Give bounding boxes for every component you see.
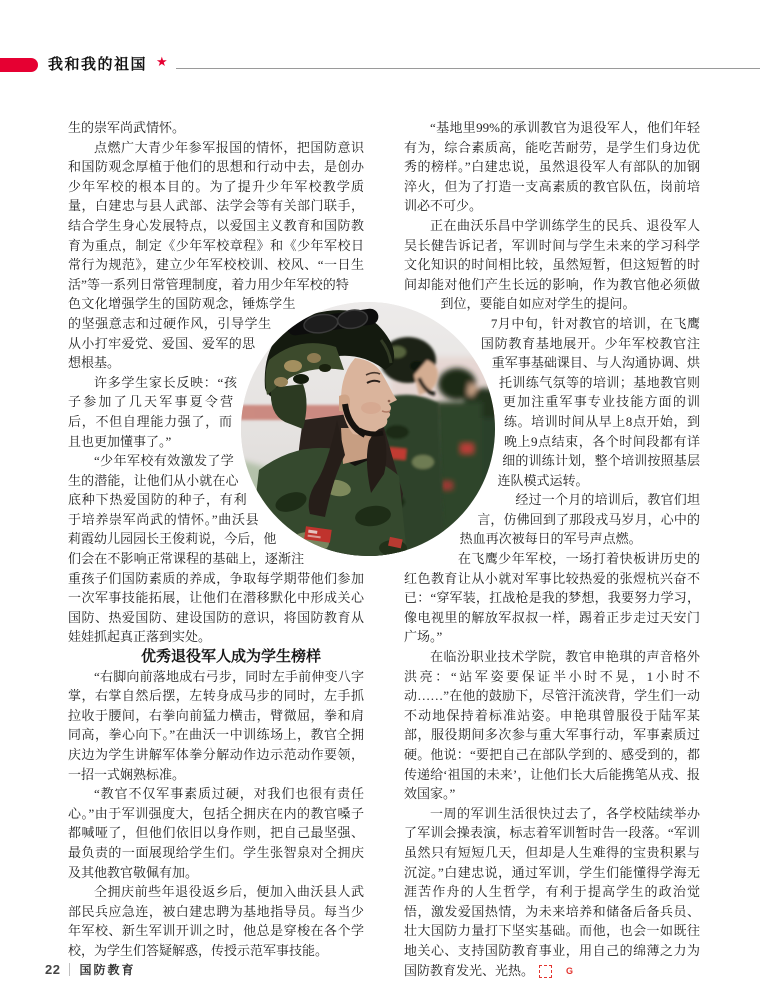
paragraph: 许多学生家长反映：“孩子参加了几天军事夏令营后，不但自理能力强了，而且也更加懂事了。” [68,374,238,449]
photo-illustration [241,302,495,556]
header-red-bar [0,58,38,72]
paragraph: “基地里99%的承训教官为退役军人，他们年轻有为，综合素质高，能吃苦耐劳，是学生们身边优秀的榜样。”白建忠说，虽然退役军人有部队的加钢淬火，但为了打造一支高素质的教官队伍，岗前培训必不可少。 [404,120,700,214]
paragraph: “右脚向前落地成右弓步，同时左手前伸变八字掌，右掌自然后摆，左转身成马步的同时，左手抓拉收于腰间，右拳向前猛力横击，臂微屈，拳和肩同高，拳心向下。”在曲沃一中训练场上，教官仝拥庆边为学生讲解军体拳分解动作边示范动作要领，一招一式娴熟标准。 [68,668,364,782]
paragraph: “教官不仅军事素质过硬，对我们也很有责任心。”由于军训强度大，包括仝拥庆在内的教官嗓子都喊哑了，但他们依旧以身作则，把自己最坚强、最负责的一面展现给学生们。学生张智泉对仝拥庆及其他教官敬佩有加。 [68,786,364,880]
paragraph: 正在曲沃乐昌中学训练学生的民兵、退役军人吴长健告诉记者，军训时间与学生未来的学习科学文化知识的时间相比较，虽然短暂，但这短暂的时间却能对他们产生长远的影响，作为教官他必须做到位，要能自如应对学生的提问。 [404,217,700,312]
paragraph: 点燃广大青少年参军报国的情怀，把国防意识和国防观念厚植于他们的思想和行动中去，是创办少年军校的根本目的。为了提升少年军校教学质量，白建忠与县人武部、法学会等有关部门联手，结合学生身心发展特点，以爱国主义教育和国防教育为重点，制定《少年军校章程》和《少年军校日常行为规范》，建立少年军校校训、校风、“一日生活”等一系列日常管理制度，着力用少年军校的特色文化增强学生的国防观念，锤炼学生的坚强意志和过硬作风，引导学生从小打牢爱党、爱国、爱军的思想根基。 [68,139,364,371]
right-column [404,118,700,980]
page-number: 22 [45,962,61,977]
paragraph: 生的崇军尚武情怀。 [68,120,186,135]
paragraph: “少年军校有效激发了学生的潜能，让他们从小就在心底种下热爱国防的种子，有利于培养崇军尚武的情怀。”曲沃县莉霞幼儿园园长王俊莉说，今后，他们会在不影响正常课程的基础上，逐渐注重孩子们国防素质的养成，争取每学期带他们参加一次军事技能拓展，让他们在潜移默化中形成关心国防、热爱国防、建设国防的意识，将国防教育从娃娃抓起真正落到实处。 [68,453,364,645]
article-end-mark-icon: G [539,965,552,978]
paragraph: 经过一个月的培训后，教官们坦言，仿佛回到了那段戎马岁月，心中的热血再次被每日的军号声点燃。 [459,492,700,547]
footer-section-title: 国防教育 [79,963,136,977]
paragraph: 7月中旬，针对教官的培训，在飞鹰国防教育基地展开。少年军校教官注重军事基础课目、与人沟通协调、烘托训练气氛等的培训；基地教官则更加注重军事专业技能方面的训练。培训时间从早上8点开始，到晚上9点结束，各个时间段都有详细的训练计划，整个培训按照基层连队模式运转。 [480,315,700,488]
header-rule [176,68,760,69]
paragraph: 在临汾职业技术学院，教官申艳琪的声音格外洪亮：“站军姿要保证半小时不晃，1小时不动……”在他的鼓励下，尽管汗流浃背，学生们一动不动地保持着标准站姿。申艳琪曾服役于陆军某部，服役期间多次参与重大军事行动，军事素质过硬。他说：“要把自己在部队学到的、感受到的，都传递给‘祖国的未来’，让他们长大后能携笔从戎、报效国家。” [404,649,700,802]
page-footer [45,961,135,978]
section-subheading: 优秀退役军人成为学生榜样 [140,648,321,666]
star-icon: ★ [156,55,168,70]
circular-photo-students-in-camouflage [241,302,495,556]
column-title: 我和我的祖国 [48,56,148,73]
paragraph: 仝拥庆前些年退役返乡后，便加入曲沃县人武部民兵应急连，被白建忠聘为基地指导员。每当少年军校、新生军训开训之时，他总是穿梭在各个学校，为学生们答疑解惑，传授示范军事技能。 [68,884,364,958]
paragraph [404,804,700,980]
paragraph: 在飞鹰少年军校，一场打着快板讲历史的红色教育让从小就对军事比较热爱的张煜杭兴奋不已：“穿军装，扛战枪是我的梦想，我要努力学习，像电视里的解放军叔叔一样，踢着正步走过天安门广场。” [404,551,700,645]
paragraph-text: 一周的军训生活很快过去了，各学校陆续举办了军训会操表演，标志着军训暂时告一段落。“军训虽然只有短短几天，但却是人生难得的宝贵积累与沉淀。”白建忠说，通过军训，学生们能懂得学海无涯苦作舟的人生哲学，有利于提高学生的政治觉悟，激发爱国热情，为未来培养和储备后备兵员、壮大国防力量打下坚实基础。而他，也会一如既往地关心、支持国防教育事业，用自己的绵薄之力为国防教育发光、光热。 [404,805,700,978]
footer-divider [69,963,70,976]
